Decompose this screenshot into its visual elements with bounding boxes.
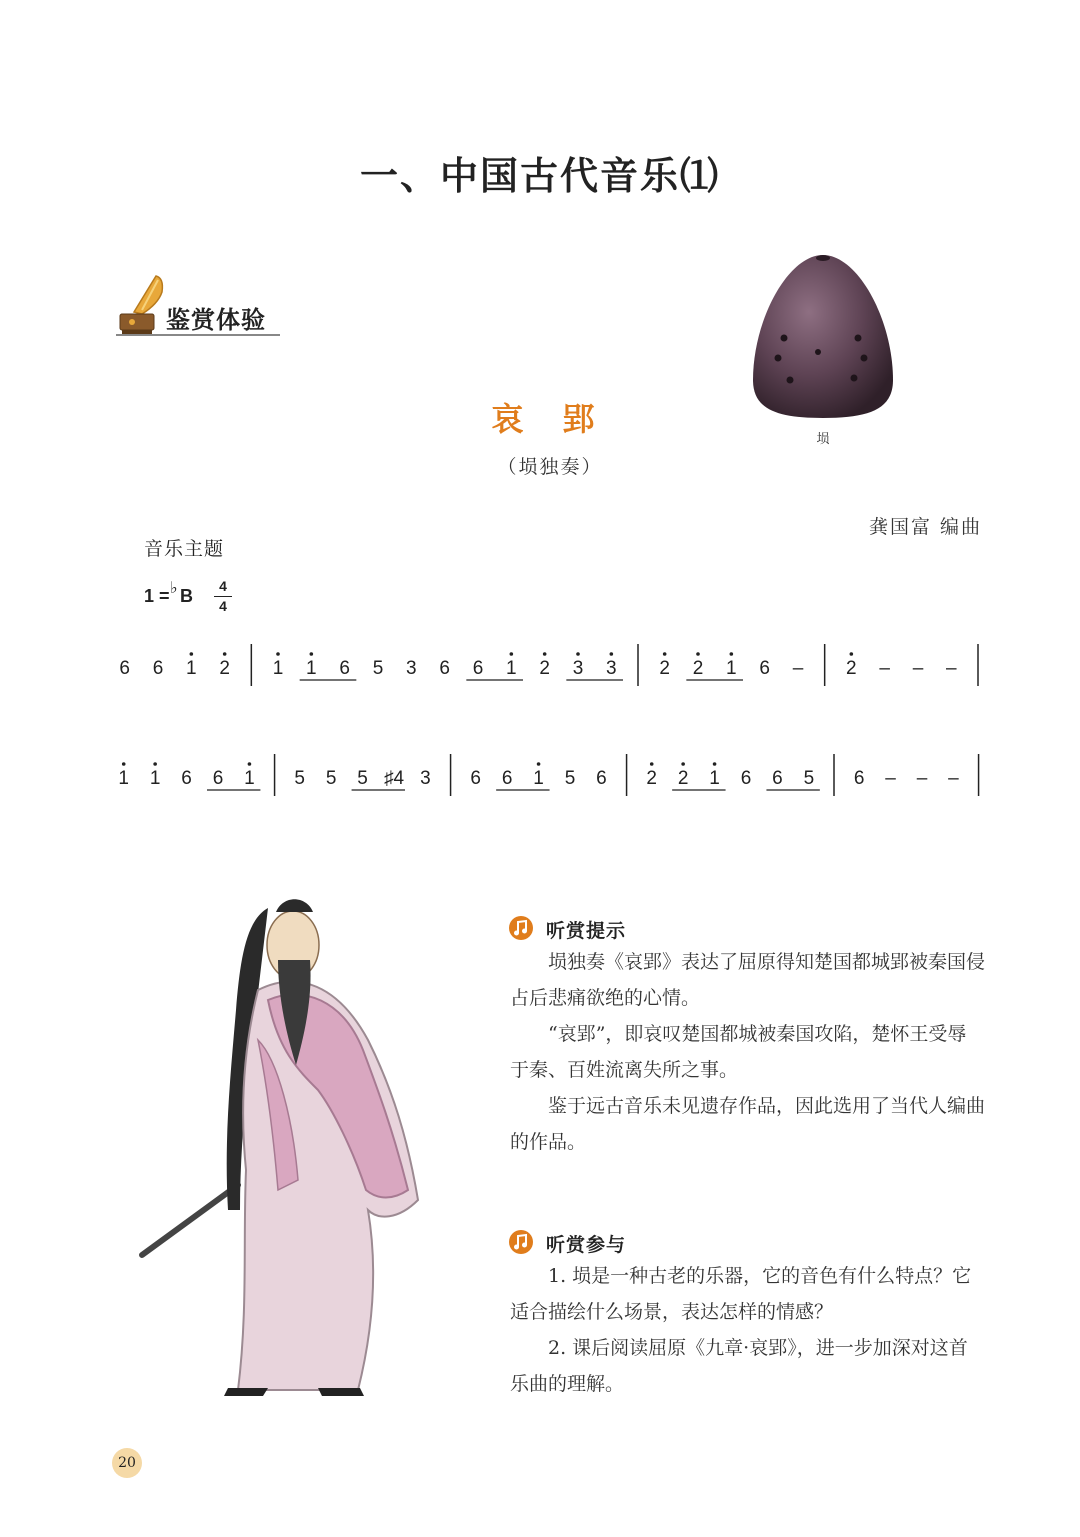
notation-line-1 xyxy=(100,640,1000,700)
section-label-text: 鉴赏体验 xyxy=(166,306,266,334)
key-text: 1 = xyxy=(144,586,170,606)
key-signature xyxy=(144,578,284,618)
octave-dot xyxy=(122,762,126,766)
octave-dot xyxy=(576,652,580,656)
note: 2 xyxy=(677,768,689,789)
participation-paragraph: 1. 埙是一种古老的乐器，它的音色有什么特点？它适合描绘什么场景，表达怎样的情感？ xyxy=(510,1265,972,1323)
time-signature-top: 4 xyxy=(219,578,227,594)
octave-dot xyxy=(223,652,227,656)
note: 5 xyxy=(564,768,576,789)
octave-dot xyxy=(850,652,854,656)
listening-tips-heading xyxy=(546,916,626,943)
listening-tips-heading-text: 听赏提示 xyxy=(546,920,627,942)
note: 3 xyxy=(406,658,417,679)
octave-dot xyxy=(713,762,717,766)
time-signature-bottom: 4 xyxy=(219,598,227,614)
octave-dot xyxy=(610,652,614,656)
note: 2 xyxy=(539,658,550,679)
participation-paragraph: 2. 课后阅读屈原《九章·哀郢》，进一步加深对这首乐曲的理解。 xyxy=(510,1337,968,1395)
tips-paragraph: “哀郢”，即哀叹楚国都城被秦国攻陷，楚怀王受辱于秦、百姓流离失所之事。 xyxy=(510,1023,967,1081)
note: 6 xyxy=(596,768,607,789)
note: 5 xyxy=(294,768,306,789)
octave-dot xyxy=(681,762,685,766)
note: 6 xyxy=(853,768,865,789)
note: ♯4 xyxy=(383,768,405,789)
note: 2 xyxy=(846,658,857,679)
note: 6 xyxy=(759,658,770,679)
page-title: 一、中国古代音乐⑴ xyxy=(359,154,720,198)
note: 6 xyxy=(772,768,783,789)
note: – xyxy=(916,768,928,789)
section-label xyxy=(112,270,282,342)
listening-tips-body xyxy=(510,944,985,1160)
octave-dot xyxy=(248,762,252,766)
note: 1 xyxy=(186,658,197,679)
theme-label: 音乐主题 xyxy=(144,538,225,560)
note: 5 xyxy=(357,768,368,789)
note: 6 xyxy=(470,768,482,789)
note: 6 xyxy=(212,768,224,789)
key-note: B xyxy=(180,586,193,606)
note: 6 xyxy=(339,658,350,679)
composer-credit: 龚国富 编曲 xyxy=(868,516,982,538)
section-underline xyxy=(116,334,280,336)
note: 1 xyxy=(149,768,161,789)
note: – xyxy=(885,768,896,789)
flat-sign: ♭ xyxy=(170,578,178,597)
note: 1 xyxy=(726,658,737,679)
music-note-icon xyxy=(508,1229,534,1255)
octave-dot xyxy=(153,762,157,766)
note: – xyxy=(948,768,959,789)
note: – xyxy=(879,658,890,679)
listening-participation-body xyxy=(510,1258,985,1402)
octave-dot xyxy=(537,762,541,766)
octave-dot xyxy=(190,652,194,656)
xun-instrument-image xyxy=(748,250,898,450)
piece-title: 哀 郢 xyxy=(491,400,609,438)
note: 2 xyxy=(659,658,670,679)
page-number: 20 xyxy=(112,1448,142,1478)
note: 2 xyxy=(219,658,230,679)
octave-dot xyxy=(276,652,280,656)
note: 1 xyxy=(709,768,720,789)
note: 3 xyxy=(606,658,617,679)
note: 1 xyxy=(272,658,284,679)
octave-dot xyxy=(663,652,667,656)
note: – xyxy=(946,658,957,679)
note: 6 xyxy=(472,658,484,679)
octave-dot xyxy=(510,652,514,656)
note: 1 xyxy=(244,768,255,789)
tips-paragraph: 鉴于远古音乐未见遗存作品，因此选用了当代人编曲的作品。 xyxy=(510,1095,986,1153)
note: 1 xyxy=(533,768,544,789)
note: 6 xyxy=(740,768,752,789)
note: 1 xyxy=(506,658,517,679)
xun-caption: 埙 xyxy=(816,432,830,447)
octave-dot xyxy=(310,652,314,656)
note: 1 xyxy=(306,658,317,679)
octave-dot xyxy=(696,652,700,656)
gramophone-icon xyxy=(112,270,172,340)
listening-participation-heading xyxy=(546,1230,626,1257)
note: 5 xyxy=(325,768,337,789)
note: 6 xyxy=(181,768,192,789)
time-signature xyxy=(214,578,232,615)
tips-paragraph: 埙独奏《哀郢》表达了屈原得知楚国都城郢被秦国侵占后悲痛欲绝的心情。 xyxy=(510,951,986,1009)
note: 6 xyxy=(119,658,130,679)
note: 6 xyxy=(152,658,164,679)
music-note-icon xyxy=(508,915,534,941)
note: 6 xyxy=(439,658,450,679)
note: – xyxy=(792,658,804,679)
notation-line-2 xyxy=(100,750,1000,810)
octave-dot xyxy=(650,762,654,766)
note: – xyxy=(912,658,924,679)
note: 3 xyxy=(572,658,584,679)
qu-yuan-illustration xyxy=(128,890,438,1400)
note: 6 xyxy=(501,768,513,789)
octave-dot xyxy=(543,652,547,656)
octave-dot xyxy=(730,652,734,656)
note: 2 xyxy=(646,768,658,789)
piece-subtitle: （埙独奏） xyxy=(497,456,603,478)
note: 5 xyxy=(803,768,815,789)
listening-participation-heading-text: 听赏参与 xyxy=(546,1234,627,1256)
note: 1 xyxy=(118,768,130,789)
note: 3 xyxy=(420,768,431,789)
note: 2 xyxy=(692,658,704,679)
note: 5 xyxy=(372,658,384,679)
